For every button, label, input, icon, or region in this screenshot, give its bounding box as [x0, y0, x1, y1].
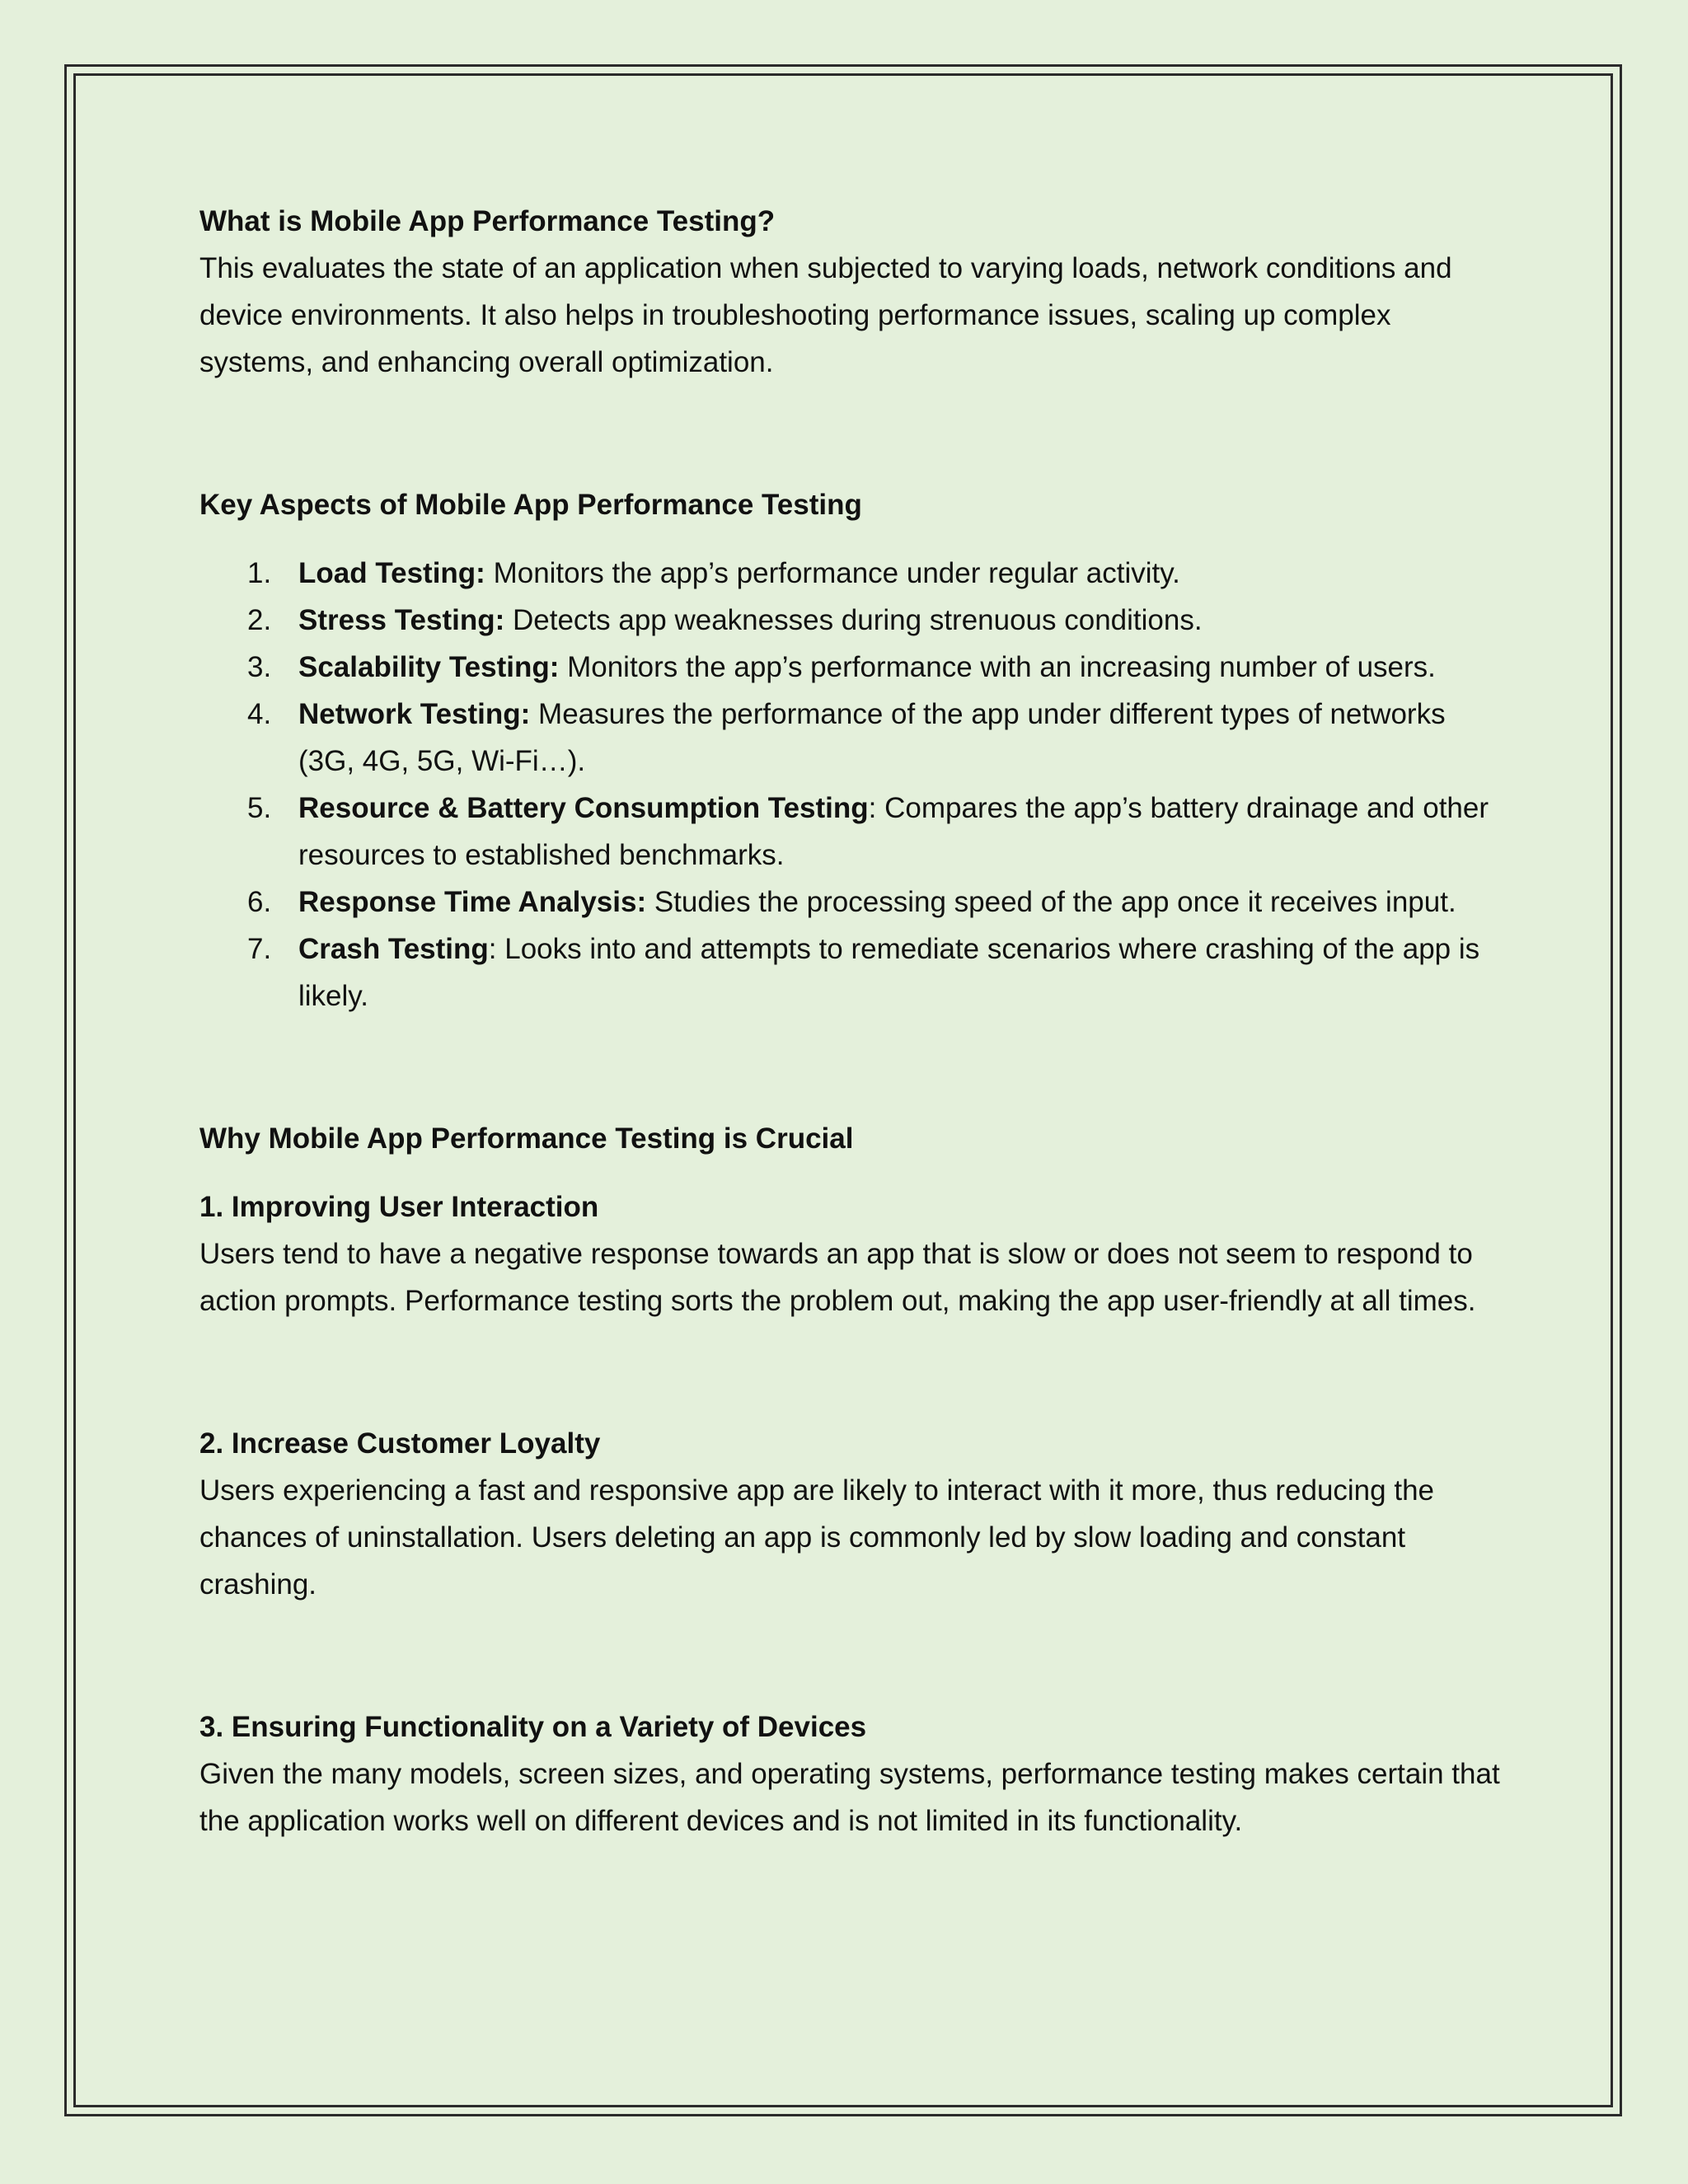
list-item-description: Measures the performance of the app under different types of networks (3G, 4G, 5G, Wi-Fi…).	[298, 698, 1446, 777]
list-item-number: 2.	[247, 604, 272, 636]
list-item-separator: :	[488, 933, 497, 965]
list-item-description: Compares the app’s battery drainage and other resources to established benchmarks.	[298, 792, 1489, 871]
list-item	[199, 926, 1502, 1019]
list-item-number: 3.	[247, 651, 272, 683]
list-item-description: Monitors the app’s performance with an increasing number of users.	[559, 651, 1436, 683]
why-point-title: 1. Improving User Interaction	[199, 1191, 599, 1223]
list-item	[199, 644, 1502, 691]
list-item-term: Load Testing:	[298, 557, 485, 589]
list-item-term: Crash Testing	[298, 933, 489, 965]
list-item-description: Studies the processing speed of the app once it receives input.	[646, 886, 1456, 918]
why-point-title: 2. Increase Customer Loyalty	[199, 1427, 601, 1460]
list-item-number: 1.	[247, 557, 272, 589]
list-item	[199, 785, 1502, 879]
list-item	[199, 597, 1502, 644]
list-item-description: Detects app weaknesses during strenuous conditions.	[504, 604, 1203, 636]
aspects-heading: Key Aspects of Mobile App Performance Testing	[199, 489, 862, 521]
what-paragraph: This evaluates the state of an application when subjected to varying loads, network conditions and device environments. It also helps in troubleshooting performance issues, scaling up complex systems, and enhancing overall optimization.	[199, 252, 1452, 378]
why-heading: Why Mobile App Performance Testing is Crucial	[199, 1122, 854, 1155]
list-item-description: Monitors the app’s performance under regular activity.	[485, 557, 1180, 589]
list-item-separator: :	[868, 792, 877, 824]
list-item-term: Scalability Testing:	[298, 651, 560, 683]
document-body	[199, 198, 1502, 1844]
why-point-paragraph: Users tend to have a negative response towards an app that is slow or does not seem to respond to action prompts. Performance testing sorts the problem out, making the app user-friendly at all times.	[199, 1238, 1476, 1317]
list-item	[199, 550, 1502, 597]
why-point-paragraph: Users experiencing a fast and responsive app are likely to interact with it more, thus reducing the chances of uninstallation. Users deleting an app is commonly led by slow loading and constant crashing.	[199, 1474, 1434, 1601]
what-heading: What is Mobile App Performance Testing?	[199, 205, 776, 237]
list-item-number: 4.	[247, 698, 272, 730]
why-point-paragraph: Given the many models, screen sizes, and operating systems, performance testing makes certain that the application works well on different devices and is not limited in its functionality.	[199, 1758, 1500, 1837]
list-item-number: 7.	[247, 933, 272, 965]
list-item	[199, 879, 1502, 926]
why-point-title: 3. Ensuring Functionality on a Variety of Devices	[199, 1711, 867, 1743]
list-item-number: 6.	[247, 886, 272, 918]
list-item-term: Resource & Battery Consumption Testing	[298, 792, 869, 824]
list-item-number: 5.	[247, 792, 272, 824]
list-item-term: Network Testing:	[298, 698, 531, 730]
list-item-description: Looks into and attempts to remediate scenarios where crashing of the app is likely.	[298, 933, 1480, 1012]
list-item-term: Stress Testing:	[298, 604, 505, 636]
list-item	[199, 691, 1502, 785]
list-item-term: Response Time Analysis:	[298, 886, 647, 918]
aspects-list	[199, 550, 1502, 1019]
